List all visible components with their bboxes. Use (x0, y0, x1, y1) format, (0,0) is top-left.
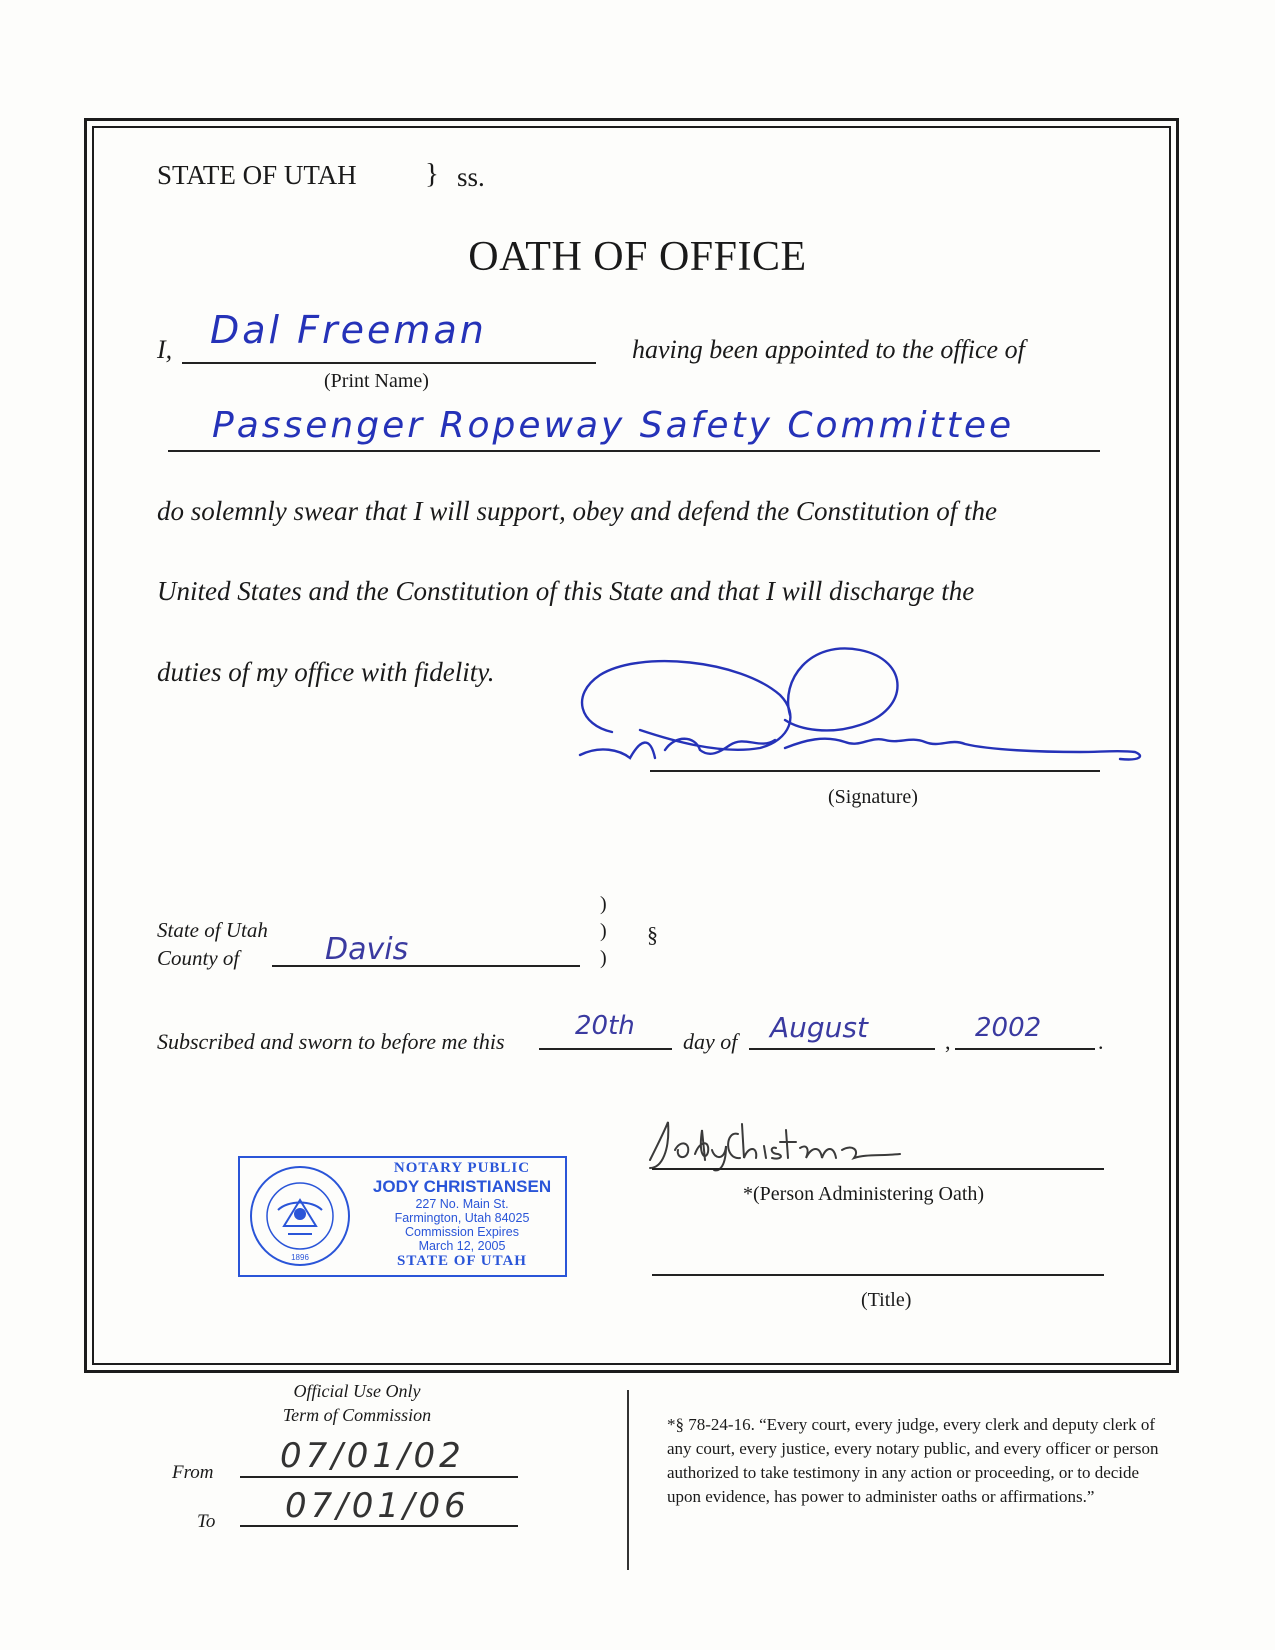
term-heading: Term of Commission (282, 1405, 432, 1425)
from-label: From (172, 1462, 214, 1483)
venue-paren-1: ) (600, 893, 607, 915)
state-seal-icon (248, 1164, 352, 1268)
office-line (168, 450, 1100, 452)
office-value: Passenger Ropeway Safety Committee (212, 405, 1015, 446)
year-value: 2002 (975, 1013, 1042, 1043)
name-caption: (Print Name) (324, 370, 429, 392)
day-of-text: day of (683, 1029, 738, 1054)
venue-paren-3: ) (600, 947, 607, 969)
signature-drawing (560, 640, 1190, 775)
notary-stamp (238, 1156, 567, 1277)
stamp-line-4: Farmington, Utah 84025 (394, 1211, 530, 1225)
to-label: To (197, 1511, 216, 1532)
official-use-heading: Official Use Only (293, 1381, 421, 1401)
stamp-line-7: STATE OF UTAH (397, 1253, 527, 1269)
venue-paren-2: ) (600, 920, 607, 942)
sworn-comma: , (945, 1029, 951, 1054)
signature-line (650, 770, 1100, 772)
day-value: 20th (575, 1011, 635, 1041)
from-line (240, 1476, 518, 1478)
administrator-signature (640, 1110, 940, 1174)
section-symbol: § (647, 922, 658, 947)
page-title: OATH OF OFFICE (468, 234, 807, 280)
stamp-line-5: Commission Expires (405, 1225, 519, 1239)
month-value: August (770, 1011, 868, 1044)
venue-state-label: State of Utah (157, 918, 268, 942)
appointed-text: having been appointed to the office of (632, 335, 1025, 364)
year-line (955, 1048, 1095, 1050)
county-value: Davis (325, 932, 409, 967)
signature-caption: (Signature) (828, 786, 918, 808)
name-value: Dal Freeman (210, 308, 487, 352)
to-value: 07/01/06 (285, 1486, 470, 1526)
stamp-line-6: March 12, 2005 (418, 1239, 506, 1253)
state-heading: STATE OF UTAH (157, 160, 357, 190)
stamp-line-1: NOTARY PUBLIC (393, 1160, 531, 1176)
sworn-prefix: Subscribed and sworn to before me this (157, 1029, 505, 1054)
oath-line-1: do solemnly swear that I will support, obey and defend the Constitution of the (157, 496, 997, 526)
day-line (539, 1048, 672, 1050)
county-line (272, 965, 580, 967)
header-ss: ss. (457, 162, 485, 192)
header-brace: } (425, 158, 439, 190)
seal-year: 1896 (291, 1253, 309, 1262)
statute-note: *§ 78-24-16. “Every court, every judge, every clerk and deputy clerk of any court, every justice, every notary public, and every officer or person authorized to take testimony in any action or proceeding, or to decide upon evidence, has power to administer oaths or affirmations.” (667, 1415, 1159, 1506)
from-value: 07/01/02 (280, 1436, 465, 1476)
name-line (182, 362, 596, 364)
oath-prefix: I, (157, 335, 173, 364)
title-line (652, 1274, 1104, 1276)
stamp-line-2: JODY CHRISTIANSEN (372, 1177, 552, 1196)
stamp-text (362, 1160, 562, 1270)
oath-line-2: United States and the Constitution of this State and that I will discharge the (157, 576, 975, 606)
stamp-line-3: 227 No. Main St. (415, 1197, 509, 1211)
oath-line-3: duties of my office with fidelity. (157, 657, 495, 687)
administrator-signature-line (652, 1168, 1104, 1170)
administrator-caption: *(Person Administering Oath) (743, 1183, 985, 1205)
sworn-period: . (1098, 1029, 1104, 1054)
month-line (749, 1048, 935, 1050)
venue-county-label: County of (157, 946, 240, 970)
title-caption: (Title) (861, 1289, 912, 1311)
footer-divider (627, 1390, 629, 1570)
